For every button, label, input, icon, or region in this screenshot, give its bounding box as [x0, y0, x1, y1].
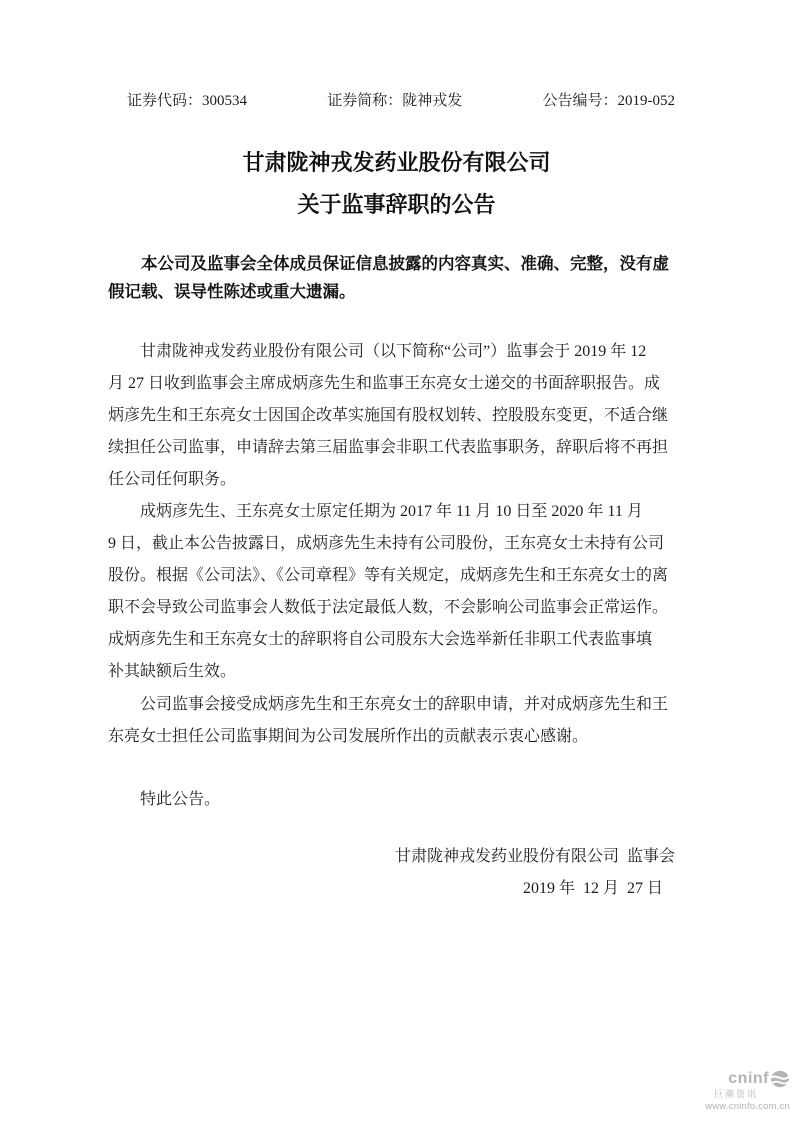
stock-short-name: 证券简称：陇神戎发	[327, 93, 463, 109]
closing-remark: 特此公告。	[140, 791, 221, 808]
watermark-brand-row	[700, 1070, 790, 1088]
paragraph-line: 成炳彦先生、王东亮女士原定任期为 2017 年 11 月 10 日至 2020 年 11 月	[140, 503, 643, 520]
stock-code: 证券代码：300534	[127, 93, 248, 109]
date-line: 2019 年 12 月 27 日	[522, 880, 663, 897]
signature-line: 甘肃陇神戎发药业股份有限公司 监事会	[394, 848, 675, 865]
paragraph-line: 公司监事会接受成炳彦先生和王东亮女士的辞职申请，并对成炳彦先生和王	[140, 696, 669, 713]
paragraph-line: 股份。根据《公司法》、《公司章程》等有关规定，成炳彦先生和王东亮女士的离	[108, 567, 669, 584]
paragraph-line: 本公司及监事会全体成员保证信息披露的内容真实、准确、完整，没有虚	[141, 255, 669, 273]
paragraph-line: 甘肃陇神戎发药业股份有限公司（以下简称“公司”）监事会于 2019 年 12	[140, 343, 647, 360]
paragraph-line: 任公司任何职务。	[108, 471, 237, 488]
truthfulness-statement	[108, 250, 675, 306]
paragraph-line: 职不会导致公司监事会人数低于法定最低人数，不会影响公司监事会正常运作。	[108, 599, 669, 616]
body-paragraph	[108, 496, 675, 688]
cninfo-brand-text: cninf	[728, 1070, 769, 1087]
cninfo-swirl-icon	[770, 1070, 790, 1088]
cninfo-chinese-name: 巨潮资讯	[713, 1089, 758, 1099]
company-name-title: 甘肃陇神戎发药业股份有限公司	[242, 150, 551, 175]
paragraph-line: 假记载、误导性陈述或重大遗漏。	[108, 283, 356, 301]
announcement-title: 关于监事辞职的公告	[297, 192, 496, 217]
paragraph-line: 续担任公司监事，申请辞去第三届监事会非职工代表监事职务，辞职后将不再担	[108, 439, 669, 456]
paragraph-line: 成炳彦先生和王东亮女士的辞职将自公司股东大会选举新任非职工代表监事填	[108, 631, 653, 648]
announcement-number: 公告编号：2019-052	[542, 93, 675, 109]
paragraph-line: 东亮女士担任公司监事期间为公司发展所作出的贡献表示衷心感谢。	[108, 728, 589, 745]
cninfo-watermark	[700, 1070, 790, 1112]
body-paragraph	[108, 336, 675, 496]
document-header	[127, 90, 675, 112]
paragraph-line: 炳彦先生和王东亮女士因国企改革实施国有股权划转、控股股东变更，不适合继	[108, 407, 669, 424]
paragraph-line: 月 27 日收到监事会主席成炳彦先生和监事王东亮女士递交的书面辞职报告。成	[108, 375, 661, 392]
paragraph-line: 补其缺额后生效。	[108, 663, 237, 680]
paragraph-line: 9 日，截止本公告披露日，成炳彦先生未持有公司股份，王东亮女士未持有公司	[108, 535, 665, 552]
cninfo-url: www.cninfo.com.cn	[705, 1101, 790, 1112]
body-paragraph	[108, 689, 675, 753]
